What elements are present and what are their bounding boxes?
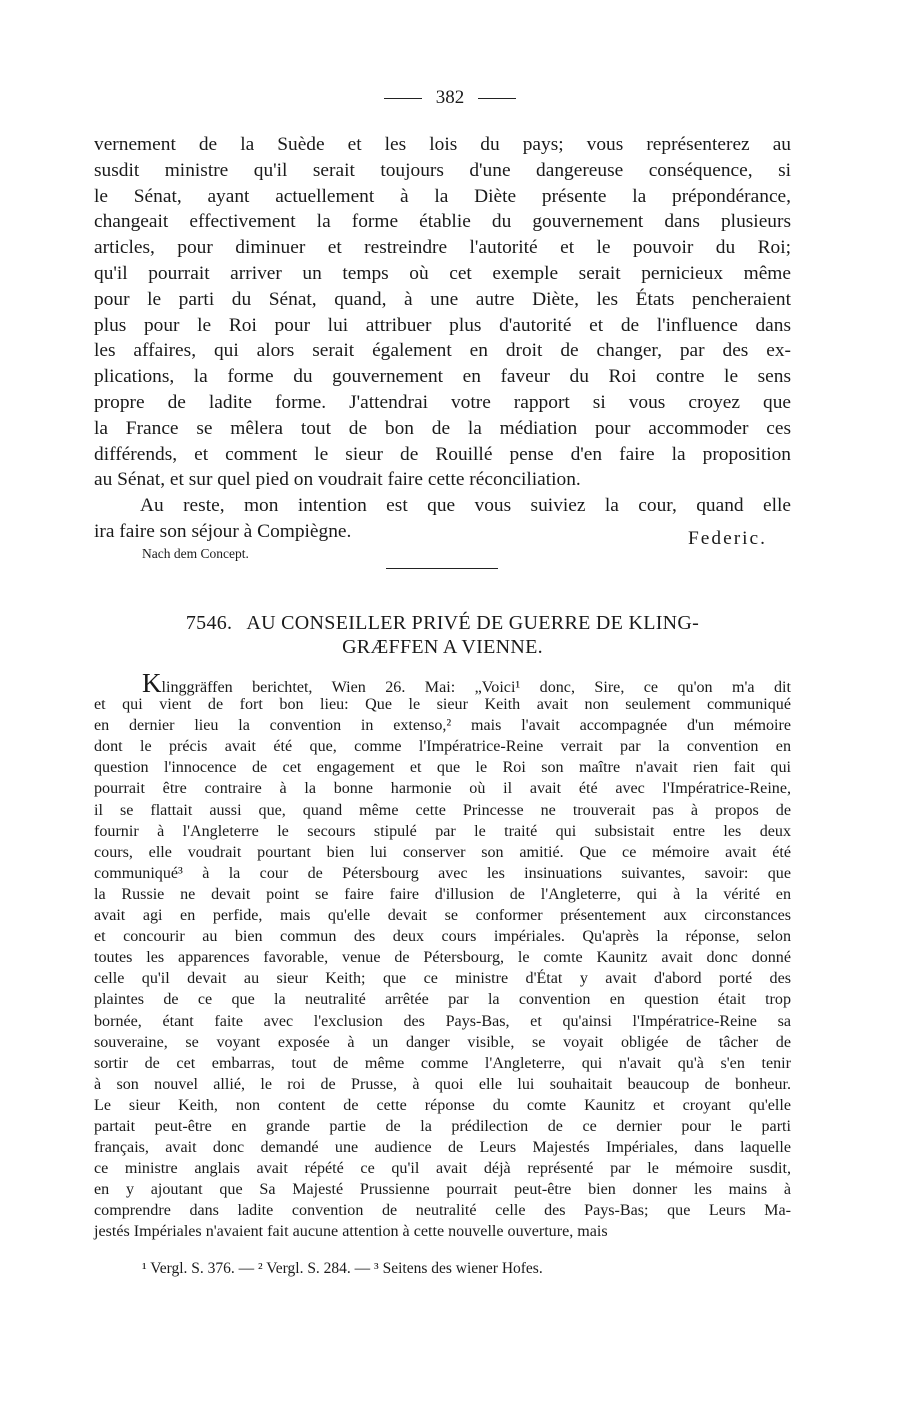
- report-line: à son nouvel allié, le roi de Prusse, à quoi elle lui souhaitait beaucoup de bonheur.: [94, 1075, 791, 1093]
- closing-line: Au reste, mon intention est que vous suiviez la cour, quand elle: [140, 495, 791, 516]
- report-line: cours, elle voudrait pourtant bien lui conserver son amitié. Que ce mémoire avait été: [94, 843, 791, 861]
- letter-line: changeait effectivement la forme établie du gouvernement dans plusieurs: [94, 211, 791, 233]
- section-title-line2: GRÆFFEN A VIENNE.: [342, 636, 543, 658]
- report-line: fournir à l'Angleterre le secours stipulé par le traité qui subsistait entre les deux: [94, 822, 791, 840]
- report-line: toutes les apparences favorable, venue de Pétersbourg, le comte Kaunitz avait donc donné: [94, 949, 791, 967]
- report-line: celle qu'il devait au sieur Keith; que ce ministre d'État y avait d'abord porté des: [94, 970, 791, 988]
- report-body: [94, 668, 791, 1243]
- report-line: plaintes de ce que la neutralité arrêtée par la convention en question était trop: [94, 991, 791, 1009]
- report-line: la Russie ne devait point se faire faire d'illusion de l'Angleterre, qui à la vérité en: [94, 885, 791, 903]
- letter-line: pour le parti du Sénat, quand, à une autre Diète, les États pencheraient: [94, 288, 791, 310]
- report-line: et qui vient de fort bon lieu: Que le sieur Keith avait non seulement communiqué: [94, 696, 791, 714]
- report-line: dont le précis avait été que, comme l'Impératrice-Reine verrait par la convention en: [94, 738, 791, 756]
- section-divider: [386, 568, 498, 569]
- signature-block: [94, 508, 791, 564]
- report-line: ce ministre anglais avait répété ce qu'il avait déjà représenté par le mémoire susdit,: [94, 1160, 791, 1178]
- section-heading: [94, 611, 791, 659]
- report-line: en y ajoutant que Sa Majesté Prussienne pourrait peut-être bien donner les mains à: [94, 1181, 791, 1199]
- report-line: Le sieur Keith, non content de cette réponse du comte Kaunitz et croyant qu'elle: [94, 1096, 791, 1114]
- report-line: pourrait être contraire à la bonne harmonie où il avait été avec l'Impératrice-Reine,: [94, 780, 791, 798]
- report-line: avait agi en perfide, mais qu'elle devait se conformer présentement aux circonstances: [94, 907, 791, 925]
- letter-body: [94, 132, 791, 493]
- page-header: [0, 86, 900, 110]
- letter-line: le Sénat, ayant actuellement à la Diète présente la prépondérance,: [94, 185, 791, 207]
- header-dash-left: [384, 98, 422, 99]
- report-line: question l'innocence de cet engagement et que le Roi son maître n'avait rien fait qui: [94, 759, 791, 777]
- letter-line: plus pour le Roi pour lui attribuer plus d'autorité et de l'influence dans: [94, 314, 791, 336]
- report-line: communiqué³ à la cour de Pétersbourg avec les insinuations suivantes, savoir: que: [94, 864, 791, 882]
- signature: Federic.: [688, 528, 767, 549]
- report-line: [94, 668, 791, 698]
- section-number: 7546.: [185, 612, 233, 634]
- report-line: jestés Impériales n'avaient fait aucune attention à cette nouvelle ouverture, mais: [94, 1223, 608, 1241]
- report-line: et concourir au bien commun des deux cours impériales. Qu'après la réponse, selon: [94, 928, 791, 946]
- letter-line: au Sénat, et sur quel pied on voudrait faire cette réconciliation.: [94, 469, 581, 491]
- dropcap: K: [142, 668, 162, 698]
- letter-line: propre de ladite forme. J'attendrai votre rapport si vous croyez que: [94, 391, 791, 413]
- page-number: 382: [435, 87, 465, 108]
- report-line: partait peut-être en grande partie de la prédilection de ce dernier pour le parti: [94, 1117, 791, 1135]
- report-line: sortir de cet embarras, tout de même comme l'Angleterre, qui n'avait qu'à s'en tenir: [94, 1054, 791, 1072]
- letter-line: articles, pour diminuer et restreindre l'autorité et le pouvoir du Roi;: [94, 237, 791, 259]
- report-line: en dernier lieu la convention in extenso,² mais l'avait accompagnée d'un mémoire: [94, 717, 791, 735]
- report-line: bornée, étant faite avec l'exclusion des Pays-Bas, et qu'ainsi l'Impératrice-Reine sa: [94, 1012, 791, 1030]
- report-line: il se flattait aussi que, quand même cette Princesse ne trouverait pas à propos de: [94, 801, 791, 819]
- letter-line: susdit ministre qu'il serait toujours d'une dangereuse conséquence, si: [94, 159, 791, 181]
- footnotes: ¹ Vergl. S. 376. — ² Vergl. S. 284. — ³ Seitens des wiener Hofes.: [142, 1260, 543, 1277]
- header-dash-right: [478, 98, 516, 99]
- section-title-line1: AU CONSEILLER PRIVÉ DE GUERRE DE KLING-: [246, 612, 700, 634]
- letter-line: différends, et comment le sieur de Rouillé pense d'en faire la proposition: [94, 443, 791, 465]
- report-line: français, avait donc demandé une audience de Leurs Majestés Impériales, dans laquelle: [94, 1139, 791, 1157]
- report-line-text: linggräffen berichtet, Wien 26. Mai: „Voici¹ donc, Sire, ce qu'on m'a dit: [161, 679, 791, 696]
- report-line: souveraine, se voyant exposée à un danger visible, se voyait obligée de tâcher de: [94, 1033, 791, 1051]
- closing-line: ira faire son séjour à Compiègne.: [94, 520, 352, 542]
- letter-line: vernement de la Suède et les lois du pays; vous représenterez au: [94, 134, 791, 155]
- report-line: comprendre dans ladite convention de neutralité celle des Pays-Bas; que Leurs Ma-: [94, 1202, 791, 1220]
- letter-line: plications, la forme du gouvernement en faveur du Roi contre le sens: [94, 366, 791, 388]
- source-note: Nach dem Concept.: [142, 546, 249, 561]
- letter-line: la France se mêlera tout de bon de la médiation pour accommoder ces: [94, 417, 791, 439]
- letter-line: qu'il pourrait arriver un temps où cet exemple serait pernicieux même: [94, 262, 791, 284]
- letter-line: les affaires, qui alors serait également en droit de changer, par des ex-: [94, 340, 791, 362]
